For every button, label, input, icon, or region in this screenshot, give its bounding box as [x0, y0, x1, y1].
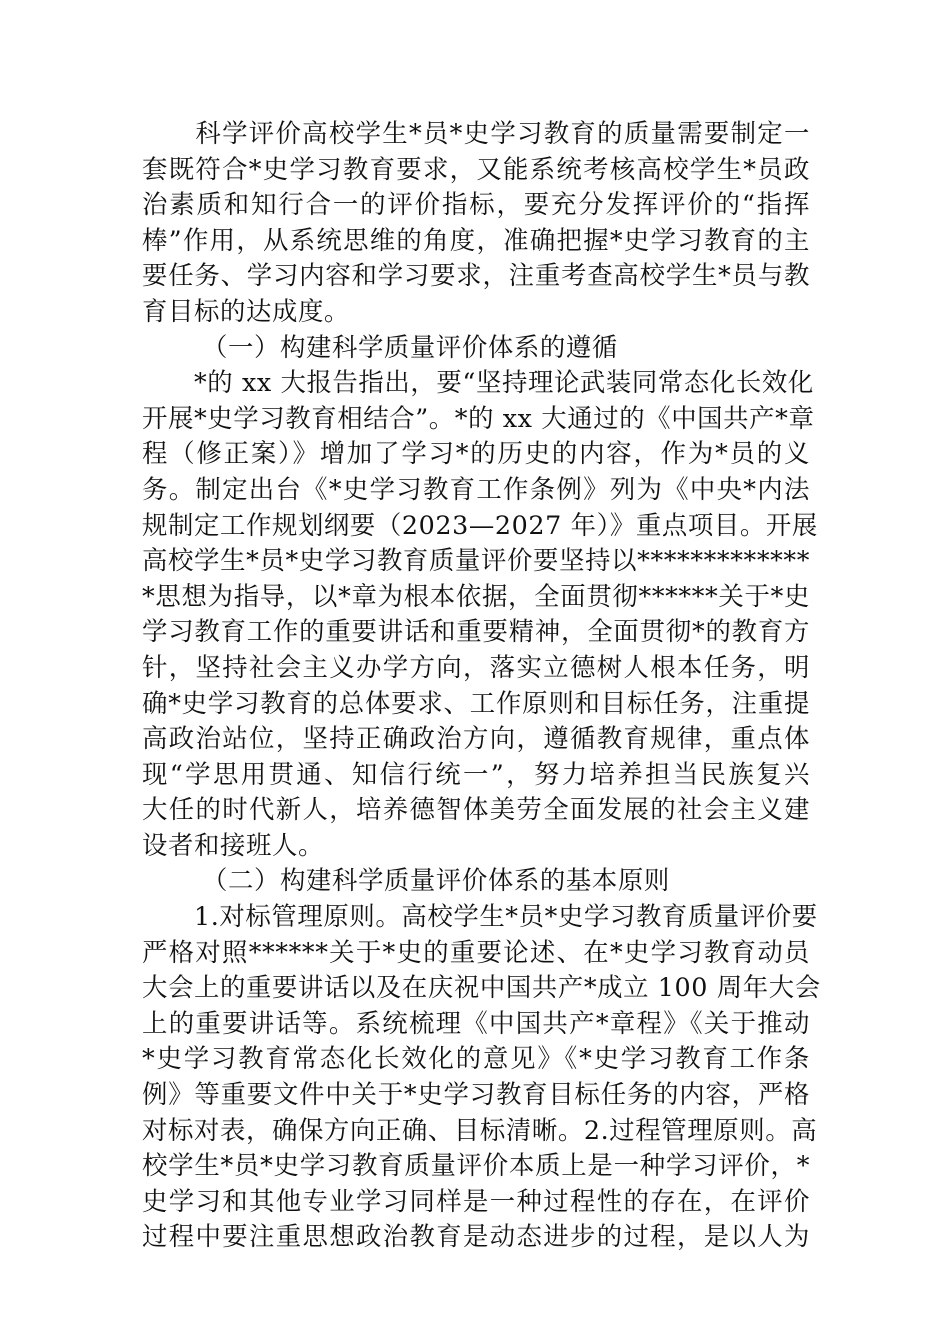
paragraph-line: 规制定工作规划纲要（2023—2027 年）》重点项目。开展 [142, 509, 818, 540]
paragraph-line: 现“学思用贯通、知信行统一”，努力培养担当民族复兴 [142, 758, 810, 789]
paragraph-line: *思想为指导，以*章为根本依据，全面贯彻******关于*史 [142, 580, 810, 611]
paragraph-line: 过程中要注重思想政治教育是动态进步的过程，是以人为 [142, 1221, 810, 1252]
paragraph-line: 学习教育工作的重要讲话和重要精神，全面贯彻*的教育方 [142, 616, 810, 647]
paragraph-line: 程（修正案）》增加了学习*的历史的内容，作为*员的义 [142, 438, 810, 469]
paragraph-line: 要任务、学习内容和学习要求，注重考查高校学生*员与教 [142, 260, 810, 291]
paragraph-line: 上的重要讲话等。系统梳理《中国共产*章程》《关于推动 [142, 1007, 810, 1038]
paragraph-line: 治素质和知行合一的评价指标，要充分发挥评价的“指挥 [142, 189, 810, 220]
paragraph-line: 设者和接班人。 [142, 829, 324, 860]
paragraph-line: 大任的时代新人，培养德智体美劳全面发展的社会主义建 [142, 794, 810, 825]
paragraph-line: 史学习和其他专业学习同样是一种过程性的存在，在评价 [142, 1185, 810, 1216]
paragraph-line: 务。制定出台《*史学习教育工作条例》列为《中央*内法 [142, 473, 810, 504]
paragraph-line: 育目标的达成度。 [142, 295, 350, 326]
paragraph-line: 确*史学习教育的总体要求、工作原则和目标任务，注重提 [142, 687, 810, 718]
paragraph-line: 科学评价高校学生*员*史学习教育的质量需要制定一 [142, 118, 810, 148]
paragraph-line: 针，坚持社会主义办学方向，落实立德树人根本任务，明 [142, 651, 810, 682]
section-heading: （二）构建科学质量评价体系的基本原则 [202, 865, 670, 896]
paragraph-line: 开展*史学习教育相结合”。*的 xx 大通过的《中国共产*章 [142, 402, 815, 433]
paragraph-line: *的 xx 大报告指出，要“坚持理论武装同常态化长效化 [142, 367, 814, 398]
paragraph-line: 套既符合*史学习教育要求，又能系统考核高校学生*员政 [142, 153, 810, 184]
paragraph-line: 棒”作用，从系统思维的角度，准确把握*史学习教育的主 [142, 224, 810, 255]
paragraph-line: 对标对表，确保方向正确、目标清晰。2.过程管理原则。高 [142, 1114, 818, 1145]
paragraph-line: 1.对标管理原则。高校学生*员*史学习教育质量评价要 [142, 901, 818, 932]
document-body [142, 116, 821, 1255]
paragraph-line: *史学习教育常态化长效化的意见》《*史学习教育工作条 [142, 1043, 810, 1074]
paragraph-line: 例》等重要文件中关于*史学习教育目标任务的内容，严格 [142, 1079, 810, 1110]
paragraph-line: 校学生*员*史学习教育质量评价本质上是一种学习评价，* [142, 1150, 810, 1181]
paragraph-line: 严格对照******关于*史的重要论述、在*史学习教育动员 [142, 936, 810, 967]
paragraph-line: 大会上的重要讲话以及在庆祝中国共产*成立 100 周年大会 [142, 972, 821, 1003]
paragraph-line: 高政治站位，坚持正确政治方向，遵循教育规律，重点体 [142, 723, 810, 754]
paragraph-line: 高校学生*员*史学习教育质量评价要坚持以************* [142, 545, 810, 576]
section-heading: （一）构建科学质量评价体系的遵循 [202, 331, 618, 362]
